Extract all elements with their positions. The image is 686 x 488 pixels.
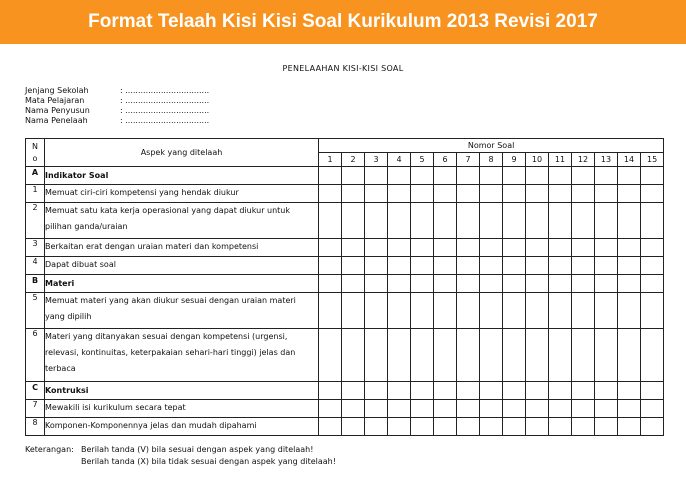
row-number: B [26,275,45,293]
check-cell[interactable] [457,382,480,400]
check-cell[interactable] [342,329,365,382]
check-cell[interactable] [503,275,526,293]
footnote-row-2 [25,456,336,468]
check-cell[interactable] [388,257,411,275]
row-number: 6 [26,329,45,382]
check-cell[interactable] [549,239,572,257]
check-cell[interactable] [434,203,457,239]
check-cell[interactable] [480,239,503,257]
check-cell[interactable] [503,418,526,436]
check-cell[interactable] [549,400,572,418]
check-cell[interactable] [457,418,480,436]
check-cell[interactable] [480,167,503,185]
check-cell[interactable] [319,257,342,275]
check-cell[interactable] [480,257,503,275]
check-cell[interactable] [641,203,664,239]
check-cell[interactable] [319,167,342,185]
header-number-cell: 4 [388,153,411,167]
check-cell[interactable] [319,382,342,400]
check-cell[interactable] [526,400,549,418]
header-number-cell: 10 [526,153,549,167]
check-cell[interactable] [411,400,434,418]
check-cell[interactable] [641,239,664,257]
check-cell[interactable] [618,329,641,382]
header-number-cell: 14 [618,153,641,167]
check-cell[interactable] [480,293,503,329]
check-cell[interactable] [572,382,595,400]
section-row [26,275,664,293]
check-cell[interactable] [411,203,434,239]
row-number: 4 [26,257,45,275]
check-cell[interactable] [319,329,342,382]
check-cell[interactable] [618,293,641,329]
header-no-top: N [32,141,38,151]
check-cell[interactable] [388,293,411,329]
check-cell[interactable] [549,185,572,203]
check-cell[interactable] [365,203,388,239]
check-cell[interactable] [411,293,434,329]
check-cell[interactable] [342,203,365,239]
header-number-cell: 9 [503,153,526,167]
check-cell[interactable] [641,329,664,382]
check-cell[interactable] [618,167,641,185]
aspect-text: Memuat materi yang akan diukur sesuai dengan uraian materi yang dipilih [45,293,319,329]
check-cell[interactable] [342,418,365,436]
check-cell[interactable] [457,329,480,382]
header-no-bottom: o [32,153,38,163]
check-cell[interactable] [549,418,572,436]
check-cell[interactable] [572,400,595,418]
check-cell[interactable] [342,257,365,275]
header-number-cell: 3 [365,153,388,167]
footnote [25,444,336,468]
check-cell[interactable] [618,418,641,436]
check-cell[interactable] [388,203,411,239]
section-row [26,382,664,400]
check-cell[interactable] [365,185,388,203]
meta-value: : ................................. [120,116,210,125]
header-number-cell: 12 [572,153,595,167]
check-cell[interactable] [388,185,411,203]
check-cell[interactable] [549,293,572,329]
check-cell[interactable] [480,382,503,400]
check-cell[interactable] [388,400,411,418]
check-cell[interactable] [526,275,549,293]
check-cell[interactable] [365,329,388,382]
check-cell[interactable] [480,275,503,293]
check-cell[interactable] [595,382,618,400]
aspect-text: Mewakili isi kurikulum secara tepat [45,400,319,418]
check-cell[interactable] [457,400,480,418]
check-cell[interactable] [572,293,595,329]
check-cell[interactable] [319,418,342,436]
check-cell[interactable] [595,203,618,239]
check-cell[interactable] [618,400,641,418]
check-cell[interactable] [526,167,549,185]
check-cell[interactable] [457,257,480,275]
row-number: 1 [26,185,45,203]
document-title: PENELAAHAN KISI-KISI SOAL [282,64,404,73]
check-cell[interactable] [319,400,342,418]
meta-label: Nama Penyusun [25,106,90,115]
table-row [26,185,664,203]
check-cell[interactable] [618,185,641,203]
check-cell[interactable] [549,382,572,400]
check-cell[interactable] [503,203,526,239]
footnote-line-1: Berilah tanda (V) bila sesuai dengan aspek yang ditelaah! [81,445,314,454]
check-cell[interactable] [365,167,388,185]
check-cell[interactable] [595,400,618,418]
check-cell[interactable] [434,167,457,185]
check-cell[interactable] [457,203,480,239]
check-cell[interactable] [526,418,549,436]
check-cell[interactable] [641,257,664,275]
meta-label: Jenjang Sekolah [25,86,89,95]
row-number: 5 [26,293,45,329]
check-cell[interactable] [480,418,503,436]
header-number-cell: 6 [434,153,457,167]
check-cell[interactable] [503,185,526,203]
check-cell[interactable] [411,382,434,400]
check-cell[interactable] [503,167,526,185]
check-cell[interactable] [618,382,641,400]
meta-row-mapel [25,96,209,106]
meta-row-penelaah [25,116,209,126]
banner-title: Format Telaah Kisi Kisi Soal Kurikulum 2013 Revisi 2017 [88,11,598,32]
check-cell[interactable] [572,275,595,293]
check-cell[interactable] [434,382,457,400]
row-number: 2 [26,203,45,239]
check-cell[interactable] [319,293,342,329]
check-cell[interactable] [342,167,365,185]
check-cell[interactable] [388,418,411,436]
check-cell[interactable] [572,167,595,185]
meta-value: : ................................. [120,86,210,95]
row-number: 3 [26,239,45,257]
check-cell[interactable] [434,275,457,293]
check-cell[interactable] [342,275,365,293]
check-cell[interactable] [641,418,664,436]
check-cell[interactable] [342,382,365,400]
check-cell[interactable] [641,275,664,293]
header-number-cell: 2 [342,153,365,167]
check-cell[interactable] [503,239,526,257]
footnote-row-1 [25,444,336,456]
check-cell[interactable] [618,203,641,239]
page-banner [0,0,686,44]
header-no [26,139,45,167]
check-cell[interactable] [641,382,664,400]
check-cell[interactable] [641,293,664,329]
meta-value: : ................................. [120,106,210,115]
table-row [26,418,664,436]
header-number-cell: 13 [595,153,618,167]
check-cell[interactable] [388,382,411,400]
check-cell[interactable] [457,293,480,329]
check-cell[interactable] [572,239,595,257]
check-cell[interactable] [526,293,549,329]
table-row [26,329,664,382]
check-cell[interactable] [572,329,595,382]
check-cell[interactable] [480,185,503,203]
check-cell[interactable] [549,329,572,382]
table-row [26,239,664,257]
check-cell[interactable] [572,185,595,203]
meta-value: : ................................. [120,96,210,105]
check-cell[interactable] [641,400,664,418]
row-number: 8 [26,418,45,436]
check-cell[interactable] [342,293,365,329]
section-row [26,167,664,185]
header-number-cell: 7 [457,153,480,167]
check-cell[interactable] [434,239,457,257]
header-number-cell: 5 [411,153,434,167]
row-number: C [26,382,45,400]
check-cell[interactable] [319,185,342,203]
check-cell[interactable] [342,400,365,418]
check-cell[interactable] [411,167,434,185]
check-cell[interactable] [503,293,526,329]
meta-label: Mata Pelajaran [25,96,85,105]
check-cell[interactable] [641,167,664,185]
check-cell[interactable] [457,239,480,257]
check-cell[interactable] [526,329,549,382]
check-cell[interactable] [526,382,549,400]
check-cell[interactable] [503,257,526,275]
identity-fields [25,86,209,126]
check-cell[interactable] [526,203,549,239]
check-cell[interactable] [457,167,480,185]
check-cell[interactable] [549,257,572,275]
table-row [26,203,664,239]
check-cell[interactable] [411,275,434,293]
check-cell[interactable] [595,275,618,293]
check-cell[interactable] [572,203,595,239]
check-cell[interactable] [319,203,342,239]
footnote-label: Keterangan: [25,445,74,454]
check-cell[interactable] [549,203,572,239]
footnote-indent [25,456,81,468]
aspect-text: Dapat dibuat soal [45,257,319,275]
check-cell[interactable] [641,185,664,203]
header-number-cell: 1 [319,153,342,167]
check-cell[interactable] [572,257,595,275]
section-title: Materi [45,275,319,293]
check-cell[interactable] [319,239,342,257]
check-cell[interactable] [434,329,457,382]
check-cell[interactable] [526,257,549,275]
check-cell[interactable] [365,257,388,275]
section-title: Indikator Soal [45,167,319,185]
aspect-text: Memuat ciri-ciri kompetensi yang hendak diukur [45,185,319,203]
aspect-text: Komponen-Komponennya jelas dan mudah dipahami [45,418,319,436]
check-cell[interactable] [434,418,457,436]
table-row [26,257,664,275]
header-number-cell: 8 [480,153,503,167]
check-cell[interactable] [549,275,572,293]
table-row [26,293,664,329]
check-cell[interactable] [434,185,457,203]
check-cell[interactable] [618,257,641,275]
header-nomor-soal: Nomor Soal [319,139,664,153]
check-cell[interactable] [595,329,618,382]
aspect-text: Materi yang ditanyakan sesuai dengan kompetensi (urgensi, relevasi, kontinuitas, keterpakaian sehari-hari tinggi) jelas dan terbaca [45,329,319,382]
check-cell[interactable] [365,293,388,329]
row-number: 7 [26,400,45,418]
check-cell[interactable] [457,185,480,203]
check-cell[interactable] [595,167,618,185]
section-title: Kontruksi [45,382,319,400]
check-cell[interactable] [457,275,480,293]
table-row [26,400,664,418]
check-cell[interactable] [480,329,503,382]
review-table [25,138,664,436]
check-cell[interactable] [365,400,388,418]
check-cell[interactable] [572,418,595,436]
meta-label: Nama Penelaah [25,116,88,125]
check-cell[interactable] [595,418,618,436]
meta-row-penyusun [25,106,209,116]
check-cell[interactable] [319,275,342,293]
check-cell[interactable] [365,418,388,436]
check-cell[interactable] [411,329,434,382]
check-cell[interactable] [365,239,388,257]
row-number: A [26,167,45,185]
check-cell[interactable] [388,275,411,293]
check-cell[interactable] [388,329,411,382]
check-cell[interactable] [411,418,434,436]
header-number-cell: 11 [549,153,572,167]
check-cell[interactable] [526,185,549,203]
check-cell[interactable] [503,382,526,400]
check-cell[interactable] [342,239,365,257]
check-cell[interactable] [549,167,572,185]
check-cell[interactable] [480,203,503,239]
check-cell[interactable] [480,400,503,418]
aspect-text: Berkaitan erat dengan uraian materi dan kompetensi [45,239,319,257]
check-cell[interactable] [365,275,388,293]
check-cell[interactable] [434,400,457,418]
footnote-line-2: Berilah tanda (X) bila tidak sesuai dengan aspek yang ditelaah! [81,457,336,466]
check-cell[interactable] [595,293,618,329]
header-aspek: Aspek yang ditelaah [45,139,319,167]
table-body [26,167,664,436]
check-cell[interactable] [388,239,411,257]
check-cell[interactable] [434,257,457,275]
check-cell[interactable] [411,257,434,275]
check-cell[interactable] [618,275,641,293]
meta-row-jenjang [25,86,209,96]
check-cell[interactable] [526,239,549,257]
check-cell[interactable] [595,239,618,257]
check-cell[interactable] [503,400,526,418]
check-cell[interactable] [595,185,618,203]
check-cell[interactable] [365,382,388,400]
header-number-cell: 15 [641,153,664,167]
check-cell[interactable] [411,239,434,257]
check-cell[interactable] [434,293,457,329]
check-cell[interactable] [411,185,434,203]
check-cell[interactable] [595,257,618,275]
check-cell[interactable] [503,329,526,382]
check-cell[interactable] [618,239,641,257]
aspect-text: Memuat satu kata kerja operasional yang dapat diukur untuk pilihan ganda/uraian [45,203,319,239]
check-cell[interactable] [388,167,411,185]
check-cell[interactable] [342,185,365,203]
